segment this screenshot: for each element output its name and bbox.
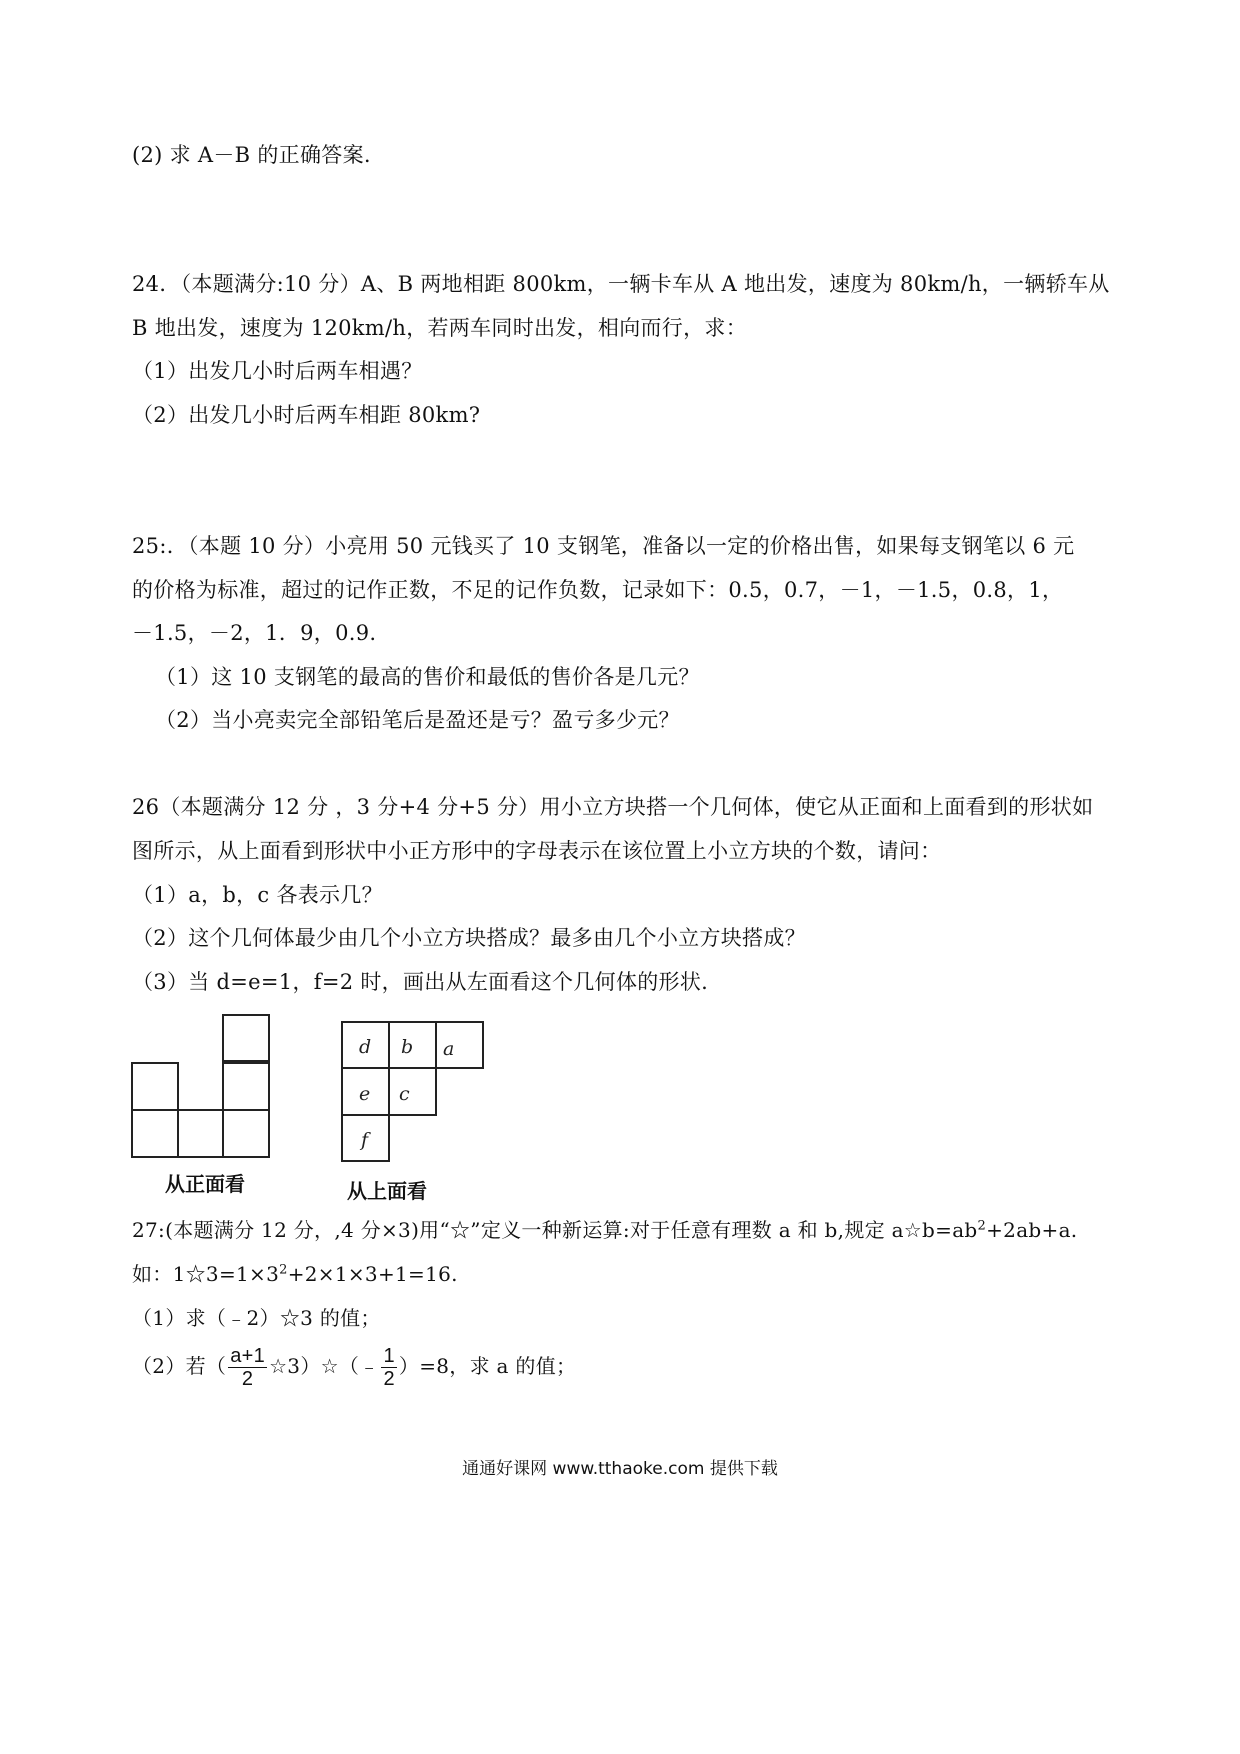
q27-line2-exponent: 2 — [279, 1262, 288, 1278]
q26-line1: 26（本题满分 12 分 ，3 分+4 分+5 分）用小立方块搭一个几何体，使它从正面和上面看到的形状如 — [132, 795, 1094, 819]
q25-line3: －1.5，－2，1．9，0.9. — [132, 621, 377, 645]
q25-line2: 的价格为标准，超过的记作正数，不足的记作负数，记录如下：0.5，0.7，－1，－1.5，0.8，1， — [132, 578, 1064, 602]
q24-line2: B 地出发，速度为 120km/h，若两车同时出发，相向而行，求： — [132, 316, 748, 340]
q26-part3: （3）当 d=e=1，f=2 时，画出从左面看这个几何体的形状. — [132, 970, 709, 994]
letter-d: d — [359, 1036, 372, 1058]
letter-a: a — [443, 1038, 455, 1060]
letter-f: f — [361, 1129, 369, 1151]
q27-line2-tail: +2×1×3+1=16. — [287, 1262, 458, 1286]
q23-part2: (2) 求 A－B 的正确答案. — [132, 143, 371, 167]
q27-line1-exponent: 2 — [977, 1218, 987, 1234]
front-view-cell — [223, 1063, 269, 1110]
q27-part2-suffix: ）=8，求 a 的值； — [398, 1354, 577, 1378]
letter-c: c — [399, 1083, 410, 1105]
q24-part1: （1）出发几小时后两车相遇？ — [132, 359, 423, 383]
q27-part2-prefix: （2）若（ — [132, 1354, 227, 1378]
q26-line2: 图所示，从上面看到形状中小正方形中的字母表示在该位置上小立方块的个数，请问： — [132, 839, 942, 863]
fraction-1-over-2 — [381, 1345, 396, 1390]
q25-part2: （2）当小亮卖完全部铅笔后是盈还是亏？盈亏多少元？ — [155, 708, 680, 732]
q27-line1 — [132, 1215, 1077, 1245]
fraction-numerator: 1 — [383, 1345, 395, 1367]
front-view-cell — [132, 1063, 178, 1110]
q27-part2-middle: ☆3）☆（﹣ — [269, 1354, 380, 1378]
front-view-cell — [132, 1110, 178, 1157]
q27-part1: （1）求（﹣2）☆3 的值； — [132, 1306, 381, 1330]
q25-line1: 25:．（本题 10 分）小亮用 50 元钱买了 10 支钢笔，准备以一定的价格出售，如果每支钢笔以 6 元 — [132, 534, 1075, 558]
front-view-figure — [125, 1008, 285, 1163]
q27-line1-tail: +2ab+a. — [986, 1218, 1078, 1242]
letter-e: e — [359, 1083, 371, 1105]
fraction-a-plus-1-over-2 — [228, 1345, 267, 1390]
q27-line2-text: 如：1☆3=1×3 — [132, 1262, 280, 1286]
front-view-cell — [178, 1110, 223, 1157]
q27-line2 — [132, 1259, 458, 1289]
q26-part1: （1）a，b，c 各表示几？ — [132, 883, 383, 907]
front-view-caption: 从正面看 — [165, 1172, 245, 1196]
fraction-denominator: 2 — [383, 1368, 395, 1390]
front-view-cell — [223, 1110, 269, 1157]
front-view-cell — [223, 1015, 269, 1061]
letter-b: b — [401, 1036, 414, 1058]
fraction-numerator: a+1 — [230, 1345, 266, 1367]
q25-part1: （1）这 10 支钢笔的最高的售价和最低的售价各是几元？ — [155, 665, 700, 689]
page-footer: 通通好课网 www.tthaoke.com 提供下载 — [462, 1459, 778, 1479]
q27-line1-text: 27:(本题满分 12 分，,4 分×3)用“☆”定义一种新运算:对于任意有理数 a 和 b,规定 a☆b=ab — [132, 1218, 978, 1242]
q24-line1: 24．（本题满分:10 分）A、B 两地相距 800km，一辆卡车从 A 地出发，速度为 80km/h，一辆轿车从 — [132, 272, 1110, 296]
q24-part2: （2）出发几小时后两车相距 80km? — [132, 403, 481, 427]
q27-part2 — [132, 1341, 576, 1391]
top-view-figure — [335, 1015, 495, 1167]
top-view-cell-c — [389, 1068, 436, 1115]
top-view-caption: 从上面看 — [347, 1179, 427, 1203]
q26-part2: （2）这个几何体最少由几个小立方块搭成？最多由几个小立方块搭成？ — [132, 926, 806, 950]
fraction-denominator: 2 — [241, 1368, 254, 1390]
